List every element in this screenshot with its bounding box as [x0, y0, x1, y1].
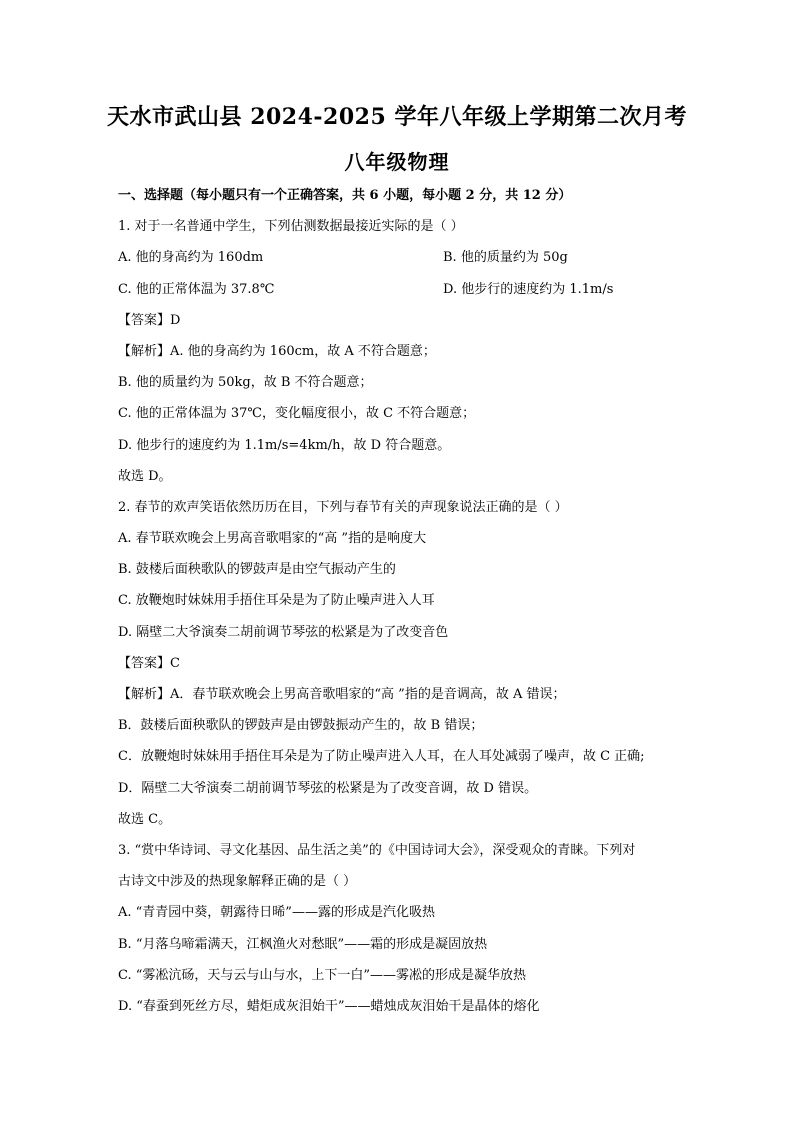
question-2-analysis-line: 【解析】A．春节联欢晚会上男高音歌唱家的“高 ”指的是音调高，故 A 错误； — [118, 687, 566, 702]
question-1-options-row-2 — [118, 280, 688, 311]
document-body — [118, 186, 688, 1028]
question-2-analysis-line: C．放鞭炮时妹妹用手捂住耳朵是为了防止噪声进入人耳，在人耳处减弱了噪声，故 C 正确; — [118, 749, 645, 765]
section-heading: 一、选择题（每小题只有一个正确答案，共 6 小题，每小题 2 分，共 12 分） — [118, 188, 572, 203]
question-2-conclusion: 故选 C。 — [118, 811, 172, 827]
question-2-answer — [118, 654, 688, 685]
question-1-conclusion: 故选 D。 — [118, 468, 172, 484]
answer-value: C — [170, 655, 180, 671]
option-b: B. 鼓楼后面秧歌队的锣鼓声是由空气振动产生的 — [118, 562, 396, 578]
analysis-tag: 【解析】 — [118, 687, 171, 702]
page-title: 天水市武山县 2024-2025 学年八年级上学期第二次月考 — [107, 104, 687, 130]
question-1-analysis-line: C. 他的正常体温为 37℃，变化幅度很小，故 C 不符合题意； — [118, 406, 476, 422]
question-1-analysis-line: D. 他步行的速度约为 1.1m/s=4km/h，故 D 符合题意。 — [118, 437, 451, 453]
page-subtitle: 八年级物理 — [344, 150, 450, 174]
question-1-stem: 1. 对于一名普通中学生，下列估测数据最接近实际的是（ ） — [118, 219, 464, 235]
question-2-stem: 2. 春节的欢声笑语依然历历在目，下列与春节有关的声现象说法正确的是（ ） — [118, 499, 568, 515]
option-c: C. 放鞭炮时妹妹用手捂住耳朵是为了防止噪声进入人耳 — [118, 593, 435, 609]
question-3-stem: 3. “赏中华诗词、寻文化基因、品生活之美”的《中国诗词大会》，深受观众的青睐。下列对 — [118, 842, 636, 858]
option-c: C. 他的正常体温为 37.8℃ — [118, 281, 275, 297]
answer-tag: 【答案】 — [118, 312, 171, 328]
question-1-analysis-line: 【解析】A. 他的身高约为 160cm，故 A 不符合题意； — [118, 343, 436, 359]
analysis-tag: 【解析】 — [118, 343, 171, 359]
question-1-answer — [118, 311, 688, 342]
option-d: D. “春蚕到死丝方尽，蜡炬成灰泪始干”——蜡烛成灰泪始干是晶体的熔化 — [118, 998, 540, 1014]
option-b: B. “月落乌啼霜满天，江枫渔火对愁眠”——霜的形成是凝固放热 — [118, 936, 488, 952]
question-1-analysis-line: B. 他的质量约为 50kg，故 B 不符合题意； — [118, 375, 373, 391]
question-3-stem: 古诗文中涉及的热现象解释正确的是（ ） — [118, 874, 357, 890]
option-a: A. 春节联欢晚会上男高音歌唱家的“高 ”指的是响度大 — [118, 531, 427, 547]
option-a: A. “青青园中葵，朝露待日晞”——露的形成是汽化吸热 — [118, 905, 435, 921]
question-2-analysis-line: D．隔壁二大爷演奏二胡前调节琴弦的松紧是为了改变音调，故 D 错误。 — [118, 780, 538, 796]
question-1-options-row-1 — [118, 248, 688, 279]
option-b: B. 他的质量约为 50g — [443, 250, 568, 266]
question-2-analysis-line: B．鼓楼后面秧歌队的锣鼓声是由锣鼓振动产生的，故 B 错误； — [118, 718, 484, 734]
option-d: D. 隔壁二大爷演奏二胡前调节琴弦的松紧是为了改变音色 — [118, 624, 449, 640]
answer-tag: 【答案】 — [118, 655, 171, 671]
answer-value: D — [170, 312, 181, 328]
option-d: D. 他步行的速度约为 1.1m/s — [443, 281, 614, 297]
option-c: C. “雾凇沆砀，天与云与山与水，上下一白”——雾凇的形成是凝华放热 — [118, 967, 527, 983]
option-a: A. 他的身高约为 160dm — [118, 250, 264, 266]
